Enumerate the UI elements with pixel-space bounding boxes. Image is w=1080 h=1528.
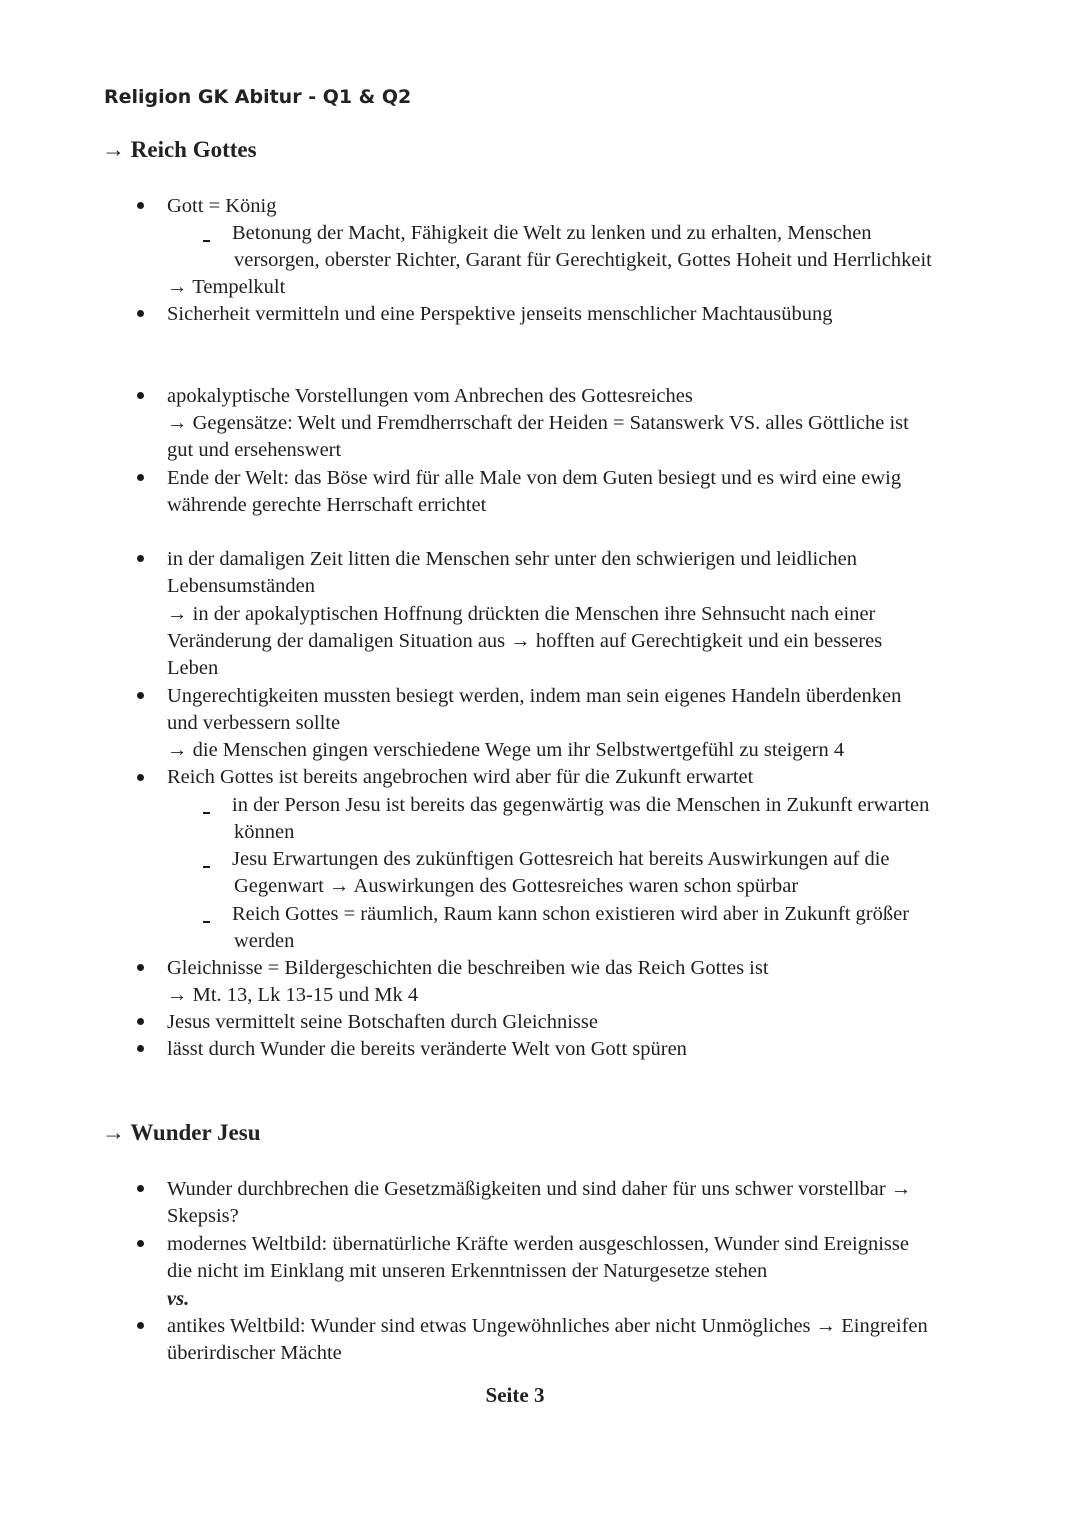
bullet: [137, 1018, 144, 1025]
text-line: währende gerechte Herrschaft errichtet: [167, 494, 487, 516]
dash: [203, 812, 210, 814]
bullet: [137, 692, 144, 699]
text-line: Wunder durchbrechen die Gesetzmäßigkeiten und sind daher für uns schwer vorstellbar →: [167, 1178, 912, 1200]
bullet: [137, 774, 144, 781]
text-line: modernes Weltbild: übernatürliche Kräfte werden ausgeschlossen, Wunder sind Ereignisse: [167, 1233, 909, 1255]
text-line: → die Menschen gingen verschiedene Wege um ihr Selbstwertgefühl zu steigern 4: [167, 739, 845, 761]
dash: [203, 866, 210, 868]
bullet: [137, 555, 144, 562]
text-line: Skepsis?: [167, 1205, 239, 1227]
text-line: Leben: [167, 657, 219, 679]
text-line: apokalyptische Vorstellungen vom Anbrechen des Gottesreiches: [167, 385, 693, 407]
bullet: [137, 310, 144, 317]
text-line: Ende der Welt: das Böse wird für alle Male von dem Guten besiegt und es wird eine ewig: [167, 467, 902, 489]
bullet: [137, 202, 144, 209]
text-line: → Gegensätze: Welt und Fremdherrschaft der Heiden = Satanswerk VS. alles Göttliche ist: [167, 412, 909, 434]
text-line: die nicht im Einklang mit unseren Erkenntnissen der Naturgesetze stehen: [167, 1260, 768, 1282]
text-line: Gleichnisse = Bildergeschichten die beschreiben wie das Reich Gottes ist: [167, 957, 769, 979]
text-line: → Tempelkult: [167, 276, 286, 298]
text-line: Jesus vermittelt seine Botschaften durch Gleichnisse: [167, 1011, 598, 1033]
bullet: [137, 964, 144, 971]
page-number: Seite 3: [485, 1383, 545, 1407]
text-line: gut und ersehenswert: [167, 439, 342, 461]
document-header: Religion GK Abitur - Q1 & Q2: [104, 86, 412, 108]
text-line: Sicherheit vermitteln und eine Perspektive jenseits menschlicher Machtausübung: [167, 303, 833, 325]
bullet: [137, 1322, 144, 1329]
text-line: → in der apokalyptischen Hoffnung drückten die Menschen ihre Sehnsucht nach einer: [167, 603, 876, 625]
bullet: [137, 1240, 144, 1247]
bullet: [137, 1185, 144, 1192]
text-line: in der Person Jesu ist bereits das gegenwärtig was die Menschen in Zukunft erwarten: [232, 794, 930, 816]
text-line: vs.: [167, 1288, 190, 1310]
text-line: Ungerechtigkeiten mussten besiegt werden, indem man sein eigenes Handeln überdenken: [167, 685, 902, 707]
text-line: Veränderung der damaligen Situation aus → hofften auf Gerechtigkeit und ein besseres: [167, 630, 883, 652]
text-line: und verbessern sollte: [167, 712, 341, 734]
text-line: Betonung der Macht, Fähigkeit die Welt zu lenken und zu erhalten, Menschen: [232, 222, 872, 244]
dash: [203, 921, 210, 923]
text-line: Reich Gottes ist bereits angebrochen wird aber für die Zukunft erwartet: [167, 766, 754, 788]
text-line: überirdischer Mächte: [167, 1342, 342, 1364]
section-heading-wunder-jesu: → Wunder Jesu: [102, 1120, 261, 1145]
text-line: werden: [234, 930, 295, 952]
text-line: lässt durch Wunder die bereits veränderte Welt von Gott spüren: [167, 1038, 687, 1060]
section-heading-reich-gottes: → Reich Gottes: [102, 137, 257, 162]
bullet: [137, 392, 144, 399]
text-line: Gegenwart → Auswirkungen des Gottesreiches waren schon spürbar: [234, 875, 799, 897]
text-line: Lebensumständen: [167, 575, 316, 597]
dash: [203, 240, 210, 242]
text-line: antikes Weltbild: Wunder sind etwas Ungewöhnliches aber nicht Unmögliches → Eingreifen: [167, 1315, 928, 1337]
text-line: Reich Gottes = räumlich, Raum kann schon existieren wird aber in Zukunft größer: [232, 903, 910, 925]
text-line: versorgen, oberster Richter, Garant für Gerechtigkeit, Gottes Hoheit und Herrlichkeit: [234, 249, 932, 271]
text-line: in der damaligen Zeit litten die Menschen sehr unter den schwierigen und leidlichen: [167, 548, 857, 570]
text-line: → Mt. 13, Lk 13-15 und Mk 4: [167, 984, 419, 1006]
text-line: Gott = König: [167, 195, 277, 217]
text-line: können: [234, 821, 295, 843]
bullet: [137, 1045, 144, 1052]
text-line: Jesu Erwartungen des zukünftigen Gottesreich hat bereits Auswirkungen auf die: [232, 848, 890, 870]
bullet: [137, 474, 144, 481]
